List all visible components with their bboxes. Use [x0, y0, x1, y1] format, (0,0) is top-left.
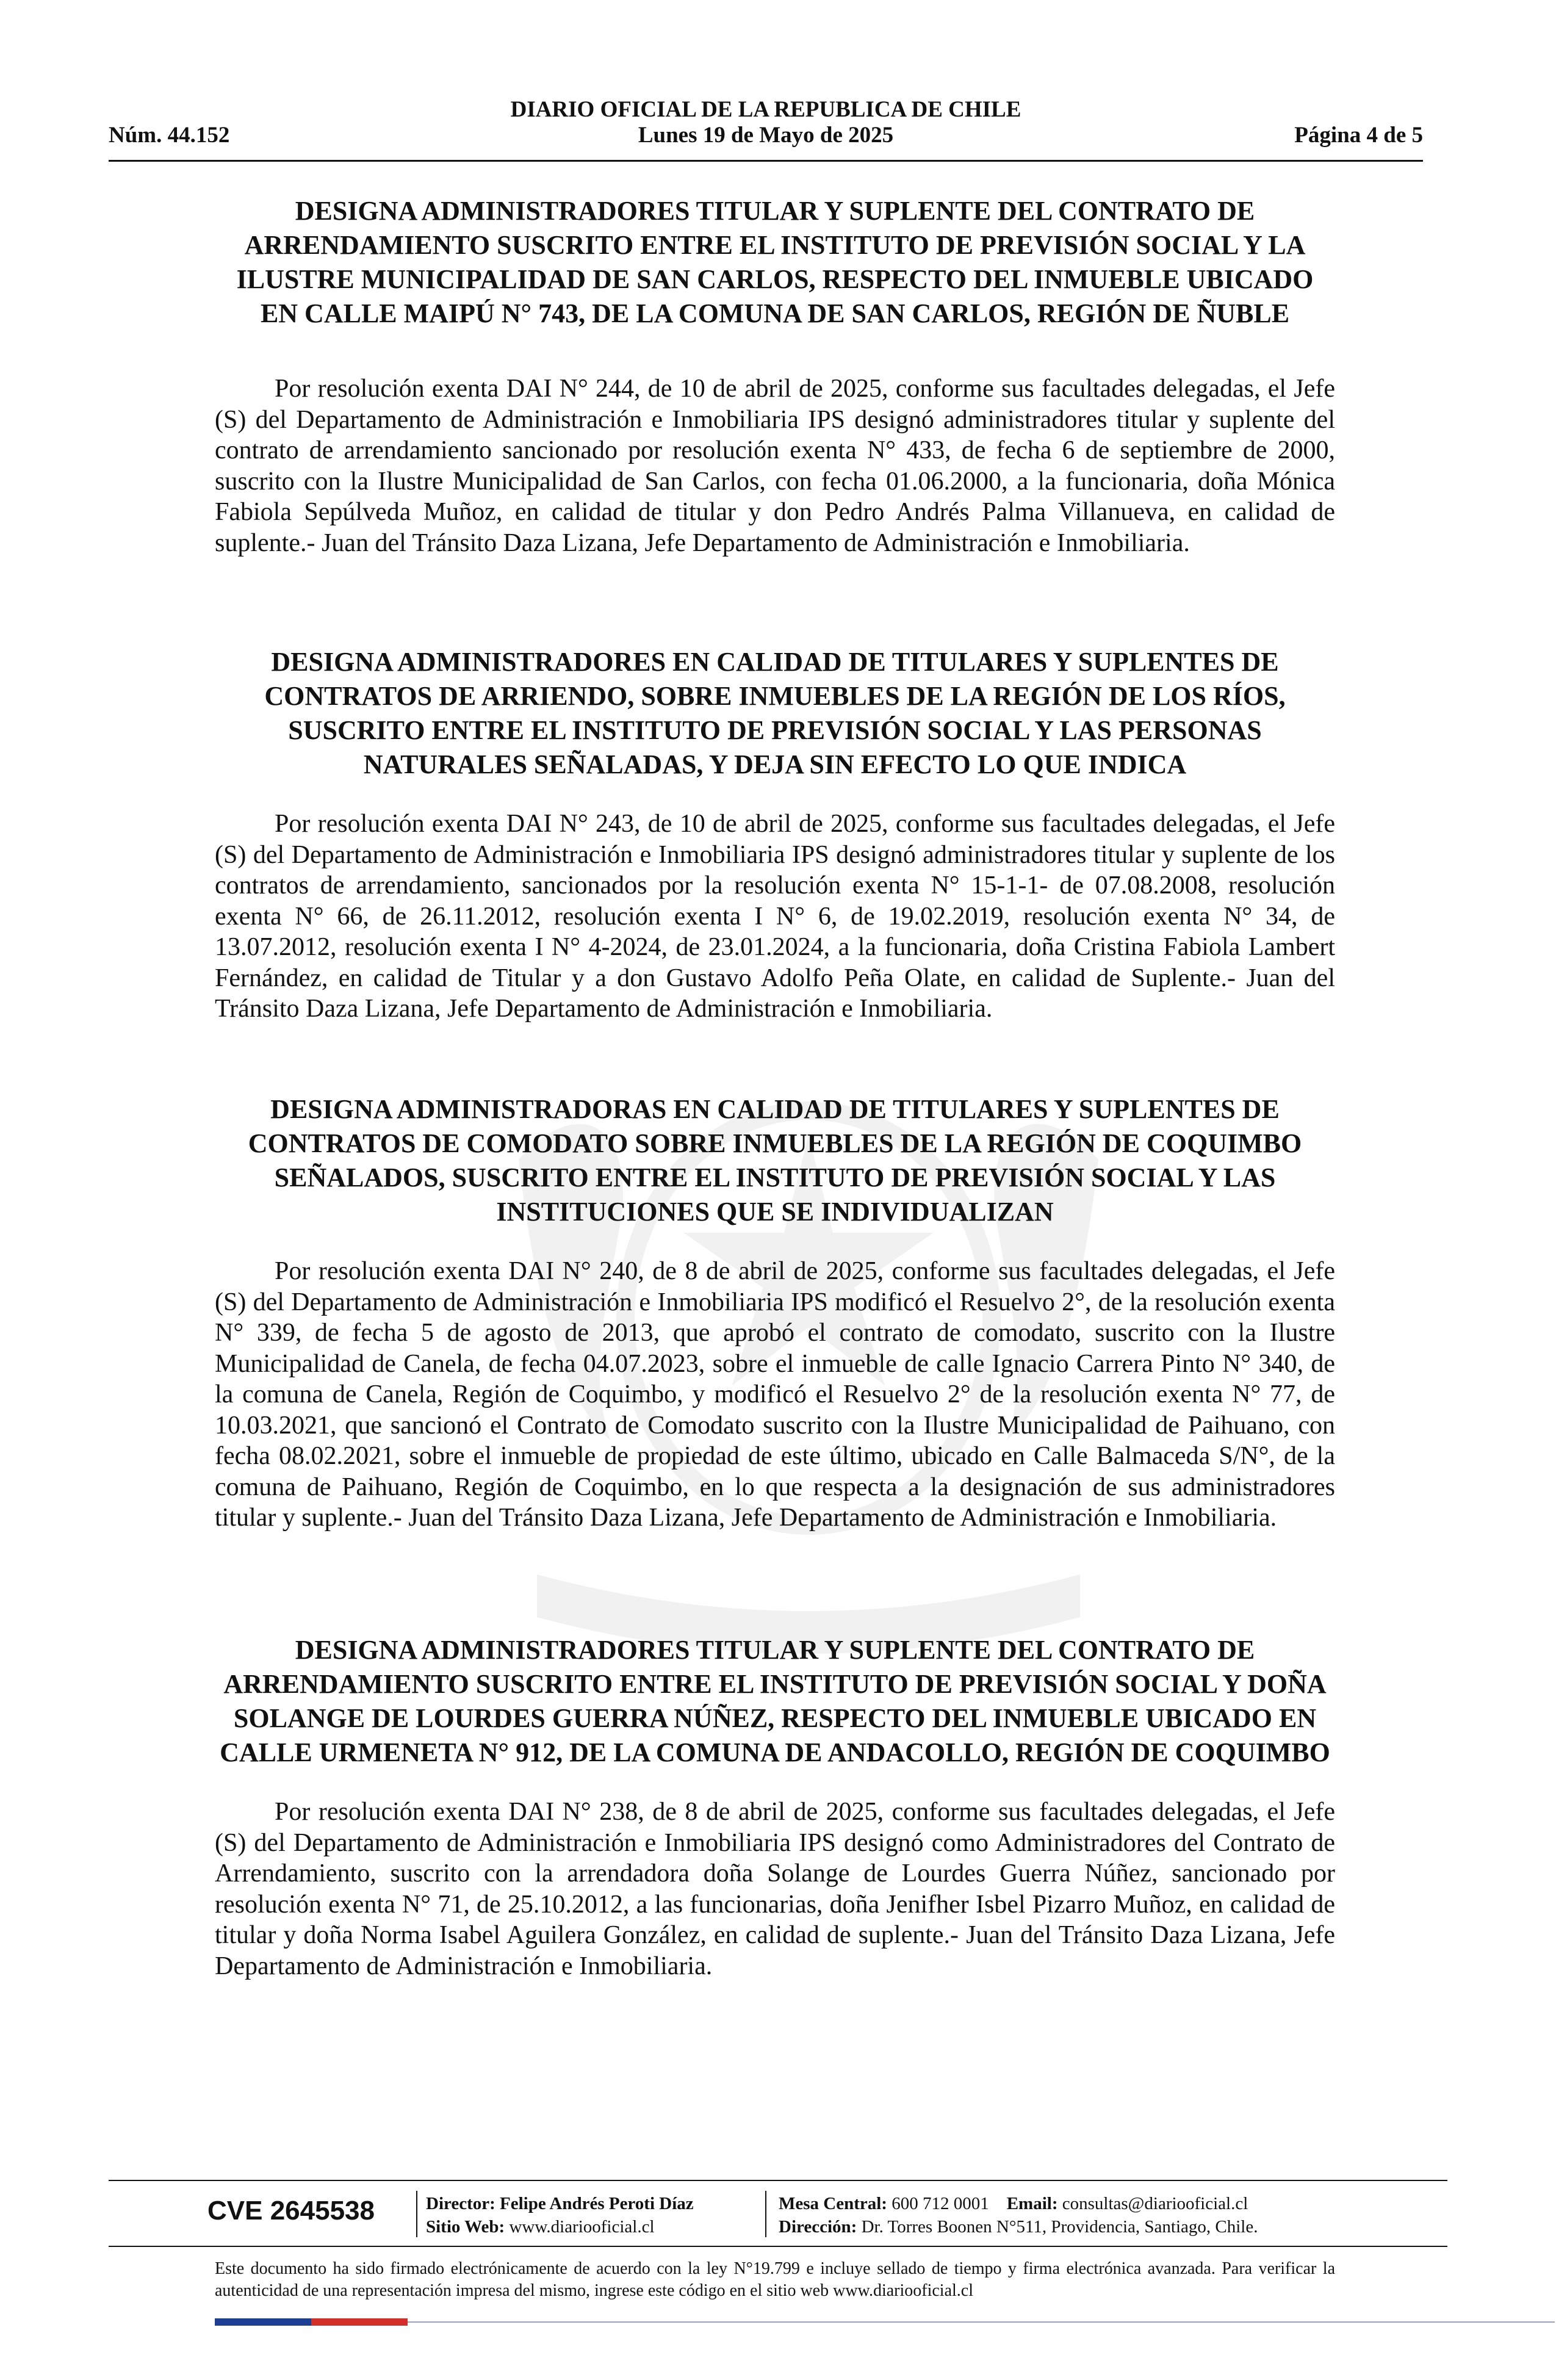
footer-bottom-rule	[109, 2246, 1447, 2247]
resolution-section	[215, 194, 1335, 558]
resolution-section	[215, 645, 1335, 1025]
issue-date: Lunes 19 de Mayo de 2025	[638, 123, 894, 148]
issue-number: Núm. 44.152	[109, 123, 230, 148]
section-heading: DESIGNA ADMINISTRADORES TITULAR Y SUPLENTE DEL CONTRATO DE ARRENDAMIENTO SUSCRITO ENTRE EL INSTITUTO DE PREVISIÓN SOCIAL Y DOÑA SOLANGE DE LOURDES GUERRA NÚÑEZ, RESPECTO DEL INMUEBLE UBICADO EN CALLE URMENETA N° 912, DE LA COMUNA DE ANDACOLLO, REGIÓN DE COQUIMBO	[220, 1635, 1330, 1767]
footer-top-rule	[109, 2180, 1447, 2181]
flag-blue-segment	[215, 2318, 311, 2326]
resolution-section	[215, 1633, 1335, 1982]
section-heading: DESIGNA ADMINISTRADORES TITULAR Y SUPLENTE DEL CONTRATO DE ARRENDAMIENTO SUSCRITO ENTRE EL INSTITUTO DE PREVISIÓN SOCIAL Y LA ILUSTRE MUNICIPALIDAD DE SAN CARLOS, RESPECTO DEL INMUEBLE UBICADO EN CALLE MAIPÚ N° 743, DE LA COMUNA DE SAN CARLOS, REGIÓN DE ÑUBLE	[236, 196, 1314, 328]
address-label: Dirección:	[779, 2217, 857, 2237]
flag-red-segment	[311, 2318, 408, 2326]
section-body: Por resolución exenta DAI N° 238, de 8 de abril de 2025, conforme sus facultades delegadas, el Jefe (S) del Departamento de Administración e Inmobiliaria IPS designó como Administradores del Contrato de Arrendamiento, suscrito con la arrendadora doña Solange de Lourdes Guerra Núñez, sancionado por resolución exenta N° 71, de 25.10.2012, a las funcionarias, doña Jenifher Isbel Pizarro Muñoz, en calidad de titular y doña Norma Isabel Aguilera González, en calidad de suplente.- Juan del Tránsito Daza Lizana, Jefe Departamento de Administración e Inmobiliaria.	[215, 1798, 1335, 1980]
section-heading: DESIGNA ADMINISTRADORAS EN CALIDAD DE TITULARES Y SUPLENTES DE CONTRATOS DE COMODATO SOBRE INMUEBLES DE LA REGIÓN DE COQUIMBO SEÑALADOS, SUSCRITO ENTRE EL INSTITUTO DE PREVISIÓN SOCIAL Y LAS INSTITUCIONES QUE SE INDIVIDUALIZAN	[248, 1094, 1302, 1227]
section-body: Por resolución exenta DAI N° 243, de 10 de abril de 2025, conforme sus facultades delegadas, el Jefe (S) del Departamento de Administración e Inmobiliaria IPS designó administradores titular y suplente de los contratos de arrendamiento, sancionados por la resolución exenta N° 15-1-1- de 07.08.2008, resolución exenta N° 66, de 26.11.2012, resolución exenta I N° 6, de 19.02.2019, resolución exenta N° 34, de 13.07.2012, resolución exenta I N° 4-2024, de 23.01.2024, a la funcionaria, doña Cristina Fabiola Lambert Fernández, en calidad de Titular y a don Gustavo Adolfo Peña Olate, en calidad de Suplente.- Juan del Tránsito Daza Lizana, Jefe Departamento de Administración e Inmobiliaria.	[215, 810, 1335, 1023]
section-body: Por resolución exenta DAI N° 244, de 10 de abril de 2025, conforme sus facultades delegadas, el Jefe (S) del Departamento de Administración e Inmobiliaria IPS designó administradores titular y suplente del contrato de arrendamiento sancionado por resolución exenta N° 433, de fecha 6 de septiembre de 2000, suscrito con la Ilustre Municipalidad de San Carlos, con fecha 01.06.2000, a la funcionaria, doña Mónica Fabiola Sepúlveda Muñoz, en calidad de titular y don Pedro Andrés Palma Villanueva, en calidad de suplente.- Juan del Tránsito Daza Lizana, Jefe Departamento de Administración e Inmobiliaria.	[215, 375, 1335, 557]
page-header	[109, 93, 1423, 162]
address-value: Dr. Torres Boonen N°511, Providencia, Santiago, Chile.	[861, 2217, 1258, 2237]
footer-divider	[765, 2191, 766, 2237]
director-name: Felipe Andrés Peroti Díaz	[500, 2194, 694, 2213]
flag-gray-line	[408, 2321, 1555, 2323]
phone-value: 600 712 0001	[891, 2194, 989, 2213]
newspaper-title: DIARIO OFICIAL DE LA REPUBLICA DE CHILE	[510, 97, 1021, 122]
website-label: Sitio Web:	[426, 2217, 505, 2237]
email-label: Email:	[1006, 2194, 1058, 2213]
cve-code: CVE 2645538	[207, 2196, 375, 2226]
footer-contact-block	[779, 2192, 1258, 2238]
director-label: Director:	[426, 2194, 495, 2213]
email-link[interactable]: consultas@diariooficial.cl	[1062, 2194, 1248, 2213]
website-link[interactable]: www.diariooficial.cl	[509, 2217, 655, 2237]
section-body: Por resolución exenta DAI N° 240, de 8 de abril de 2025, conforme sus facultades delegadas, el Jefe (S) del Departamento de Administración e Inmobiliaria IPS modificó el Resuelvo 2°, de la resolución exenta N° 339, de fecha 5 de agosto de 2013, que aprobó el contrato de comodato, suscrito con la Ilustre Municipalidad de Canela, de fecha 04.07.2023, sobre el inmueble de calle Ignacio Carrera Pinto N° 340, de la comuna de Canela, Región de Coquimbo, y modificó el Resuelvo 2° de la resolución exenta N° 77, de 10.03.2021, que sancionó el Contrato de Comodato suscrito con la Ilustre Municipalidad de Paihuano, con fecha 08.02.2021, sobre el inmueble de propiedad de este último, ubicado en Calle Balmaceda S/N°, de la comuna de Paihuano, Región de Coquimbo, en lo que respecta a la designación de sus administradores titular y suplente.- Juan del Tránsito Daza Lizana, Jefe Departamento de Administración e Inmobiliaria.	[215, 1257, 1335, 1532]
resolution-section	[215, 1092, 1335, 1534]
footer-divider	[416, 2191, 417, 2237]
signature-disclaimer: Este documento ha sido firmado electrónicamente de acuerdo con la ley N°19.799 e incluye sellado de tiempo y firma electrónica avanzada. Para verificar la autenticidad de una representación impresa del mismo, ingrese este código en el sitio web www.diariooficial.cl	[215, 2259, 1335, 2300]
footer-director-block	[426, 2192, 694, 2238]
section-heading: DESIGNA ADMINISTRADORES EN CALIDAD DE TITULARES Y SUPLENTES DE CONTRATOS DE ARRIENDO, SOBRE INMUEBLES DE LA REGIÓN DE LOS RÍOS, SUSCRITO ENTRE EL INSTITUTO DE PREVISIÓN SOCIAL Y LAS PERSONAS NATURALES SEÑALADAS, Y DEJA SIN EFECTO LO QUE INDICA	[264, 647, 1286, 779]
phone-label: Mesa Central:	[779, 2194, 887, 2213]
page-indicator: Página 4 de 5	[1294, 123, 1423, 148]
